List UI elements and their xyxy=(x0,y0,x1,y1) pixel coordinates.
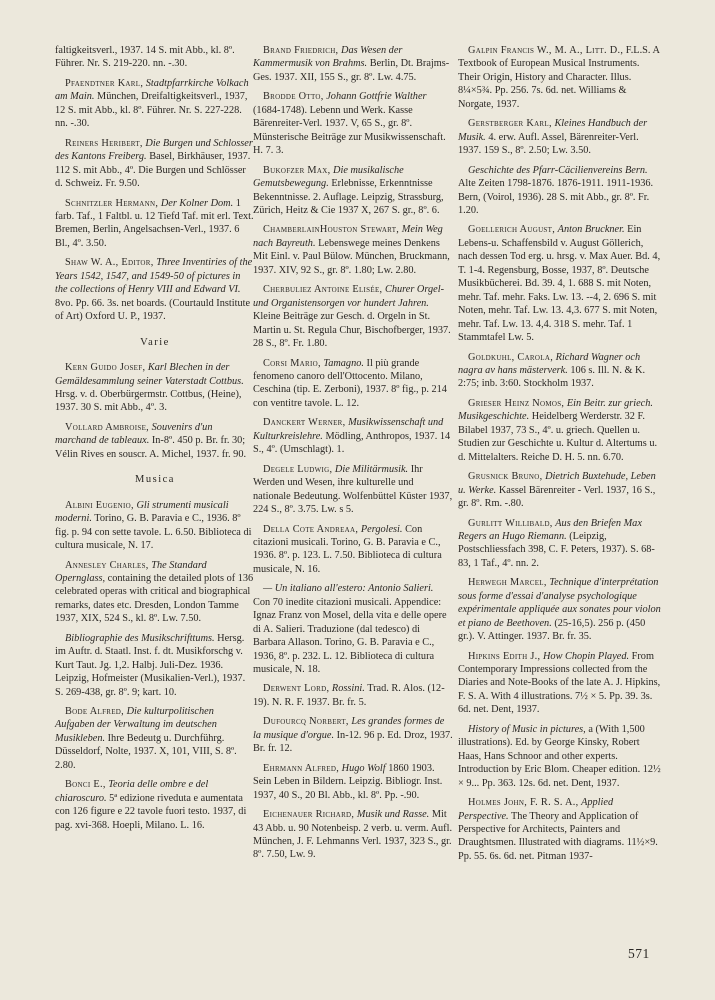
entry-title: Die kulturpolitischen Aufgaben der Verwaltung im deutschen Musikleben. xyxy=(55,706,217,744)
entry-author: Galpin Francis W., M. A., Litt. D., xyxy=(468,45,624,56)
entry-details: 8vo. Pp. 66. 3s. net boards. (Courtauld Institute of Art) Oxford U. P., 1937. xyxy=(55,297,251,323)
bibliography-entry xyxy=(253,416,453,456)
entry-title: Pergolesi. xyxy=(360,523,403,535)
bibliography-entry xyxy=(55,137,255,191)
entry-details: Ihre Bedeutg u. Durchführg. Düsseldorf, Nolte, 1937. X, 101, VIII, S. 8º. 2.80. xyxy=(55,732,237,771)
entry-title: Kleines Handbuch der Musik. xyxy=(458,118,648,143)
section-heading: Varie xyxy=(140,336,170,348)
entry-title: Musik und Rasse. xyxy=(356,809,430,821)
bibliography-entry xyxy=(458,576,663,643)
entry-details: Trad. R. Alos. (12-19). N. R. F. 1937. Br. fr. 5. xyxy=(253,683,445,708)
entry-details: 1860 1903. Sein Leben in Bildern. Leipzig. Bibliogr. Inst. 1937, 40 S., 20 Bl. Abb., kl. 8º. Pp. -.90. xyxy=(253,762,443,801)
page-number: 571 xyxy=(628,946,650,961)
entry-title: Applied Perspective. xyxy=(458,797,614,822)
bibliography-entry xyxy=(458,723,663,790)
bibliography-entry xyxy=(55,559,255,626)
entry-title: Gli strumenti musicali moderni. xyxy=(55,499,229,525)
entry-text: faltigkeitsverl., 1937. 14 S. mit Abb., kl. 8º. Führer. Nr. S. 219-220. nn. -.30. xyxy=(55,45,235,70)
bibliography-entry xyxy=(253,715,453,755)
entry-title: Richard Wagner och nagra av hans mästerverk. xyxy=(458,351,641,376)
entry-details: Basel, Birkhäuser, 1937. 112 S. mit Abb., 4º. Die Burgen und Schlösser d. Schweiz. Fr. 9.50. xyxy=(55,151,251,190)
entry-details: Alte Zeiten 1798-1876. 1876-1911. 1911-1936. Bern, (Voirol, 1936). 28 S. mit Abb., gr. 8º. Fr. 1.20. xyxy=(458,178,654,216)
bibliography-entry xyxy=(253,90,453,157)
bibliography-entry xyxy=(458,164,663,218)
bibliography-entry xyxy=(253,523,453,577)
entry-title: Die Militärmusik. xyxy=(334,463,409,475)
entry-author: Gurlitt Willibald, xyxy=(468,517,553,529)
bibliography-entry xyxy=(55,361,255,415)
entry-details: Lebenswege meines Denkens Mit Einl. v. Paul Bülow. München, Bruckmann, 1937. XIV, 92 S., gr. 8º. 1.80; Lw. 2.80. xyxy=(253,237,450,276)
entry-details: containing the detailed plots of 136 celebrated operas with critical and biographical remarks, dates etc. Dresden, London Tamme 1937, XIX, 524 S., kl. 8º. Lw. 7.50. xyxy=(55,572,254,625)
entry-title: Tamagno. xyxy=(323,357,364,369)
bibliography-entry xyxy=(55,632,255,699)
bibliography-entry xyxy=(55,77,255,131)
entry-details: Hrsg. v. d. Oberbürgermstr. Cottbus, (Heine), 1937. 30 S. mit Abb., 4º. 3. xyxy=(55,388,242,414)
entry-details: In-8º. 450 p. Br. fr. 30; Vélin Rives en souscr. A. Michel, 1937. fr. 90. xyxy=(55,435,247,460)
entry-author: Derwent Lord, xyxy=(263,683,330,695)
entry-author: Brand Friedrich, xyxy=(263,45,339,56)
entry-title: How Chopin Played. xyxy=(542,650,630,662)
entry-title: Les grandes formes de la musique d'orgue. xyxy=(253,716,445,741)
bibliography-entry xyxy=(253,762,453,802)
bibliography-entry xyxy=(253,808,453,862)
entry-details: 106 s. Ill. N. & K. 2:75; inb. 3:60. Stockholm 1937. xyxy=(458,364,646,390)
entry-details: a (With 1,500 illustrations). Ed. by George Kinsky, Robert Haas, Hans Schnoor and other experts. Introduction by Eric Blom. Cheaper edition. 12½ × 9... Pp. 363. 12s. 6d. net. Dent, 1937. xyxy=(458,723,661,789)
entry-title: Der Kolner Dom. xyxy=(160,197,234,209)
entry-author: Brodde Otto, xyxy=(263,91,324,103)
bibliography-entry xyxy=(55,421,255,461)
entry-author: Degele Ludwig, xyxy=(263,463,333,475)
entry-details: 4. erw. Aufl. Assel, Bärenreiter-Verl. 1937. 159 S., 8º. 2.50; Lw. 3.50. xyxy=(458,131,639,157)
entry-author: Reiners Heribert, xyxy=(65,137,143,149)
entry-details: Mödling, Anthropos, 1937. 14 S., 4º. (Umschlagt). 1. xyxy=(253,430,451,456)
entry-author: Kern Guido Josef, xyxy=(65,362,146,374)
entry-details: Erlebnisse, Erkenntnisse Bekenntnisse. 2. Auflage. Leipzig, Strassburg, Zürich, Heitz & Cie 1937 X, 267 S. gr., 8º. 6. xyxy=(253,178,444,216)
bibliography-entry xyxy=(458,796,663,863)
entry-author: Gerstberger Karl, xyxy=(468,118,552,130)
entry-title: Mein Weg nach Bayreuth. xyxy=(253,224,443,249)
entry-details: Berlin, Dt. Brajms-Ges. 1937. XII, 155 S., gr. 8º. Lw. 4.75. xyxy=(253,58,450,83)
entry-author: Schnitzler Hermann, xyxy=(65,197,159,209)
entry-title: The Standard Opernglass, xyxy=(55,559,207,584)
bibliography-entry xyxy=(253,223,453,277)
entry-details: Kleine Beiträge zur Gesch. d. Orgeln in St. Martin u. St. Regula Chur, Bischofberger, 1937. 28 S., 8º. Fr. 1.80. xyxy=(253,311,451,350)
bibliography-entry xyxy=(55,197,255,251)
bibliography-entry xyxy=(55,705,255,772)
entry-details: (25-16,5). 256 p. (450 gr.). V. Attinger. 1937. Br. fr. 35. xyxy=(458,617,646,643)
entry-author: Grieser Heinz Nomos, xyxy=(468,397,565,409)
column-2 xyxy=(253,44,453,868)
entry-details: Il più grande fenomeno canoro dell'Ottocento. Milano, Ceschina (tip. E. Zerboni), 1937. 8º fig., p. 214 con ventitre tavole. L. 12. xyxy=(253,357,447,409)
entry-details: Mit 43 Abb. u. 90 Notenbeisp. 2 verb. u. verm. Aufl. München, J. F. Lehmanns Verl. 1937, 323 S., gr. 8º. 7.50, Lw. 9. xyxy=(253,809,453,861)
bibliography-entry xyxy=(253,582,453,676)
entry-author: Pfaendtner Karl, xyxy=(65,77,144,89)
entry-author: Shaw W. A., Editor, xyxy=(65,257,154,269)
entry-author: Annesley Charles, xyxy=(65,559,149,571)
column-1 xyxy=(55,44,255,838)
bibliography-entry xyxy=(458,397,663,464)
bibliography-entry xyxy=(458,351,663,391)
entry-title: Die musikalische Gemutsbewegung. xyxy=(253,164,404,190)
bibliography-entry xyxy=(458,44,663,111)
entry-title: Dietrich Buxtehude, Leben u. Werke. xyxy=(458,471,656,496)
entry-author: Eichenauer Richard, xyxy=(263,809,355,821)
entry-author: Ehrmann Alfred, xyxy=(263,762,340,774)
entry-details: (Leipzig, Postschliessfach 398, C. F. Peters, 1937). S. 68-83, 1 Taf., 4º. nn. 2. xyxy=(458,530,655,569)
entry-title: Geschichte des Pfarr-Cäcilienvereins Bern. xyxy=(468,164,648,176)
bibliography-entry xyxy=(55,778,255,832)
entry-details: The Theory and Application of Perspective for Architects, Painters and Draughtsmen. Illustrated with diagrams. 11½×9. Pp. 55. 6s. 6d. net. Pitman 1937- xyxy=(458,810,658,862)
bibliography-entry xyxy=(458,650,663,717)
entry-author: Corsi Mario, xyxy=(263,357,321,369)
entry-title: Technique d'interprétation sous forme d'essai d'analyse psychologique expérimentale appliquée aux sonates pour violon et piano de Beethoven. xyxy=(458,577,661,629)
entry-details: 1 farb. Taf., 1 Faltbl. u. 12 Tiefd Taf. mit erl. Text. Bremen, Berlin, Angelsachsen-Verl., 1937. 6 Bl., 4º. 3.50. xyxy=(55,197,254,249)
entry-title: Bibliographie des Musikschrifttums. xyxy=(65,632,215,644)
entry-title: Stadtpfarrkirche Volkach am Main. xyxy=(55,77,249,103)
entry-title: Anton Bruckner. xyxy=(557,224,625,236)
entry-details: In-12. 96 p. Ed. Droz, 1937. Br. fr. 12. xyxy=(253,729,453,755)
column-3 xyxy=(458,44,663,869)
entry-title: — Un italiano all'estero: Antonio Salieri. xyxy=(263,583,434,595)
entry-author: Grusnick Bruno, xyxy=(468,471,543,483)
entry-details: From Contemporary Impressions collected from the Diaries and Note-Books of the late A. J. Hipkins, F. S. A. With 4 illustrations. 7½ × 5. Pp. 39. 3s. 6d. net. Dent, 1937. xyxy=(458,650,661,716)
entry-title: Ein Beitr. zur griech. Musikgeschichte. xyxy=(458,397,653,423)
entry-details: F.L.S. A Textbook of European Musical Instruments. Their Origin, History and Character. Illus. 8¼×5¾. Pp. 256. 7s. 6d. net. Williams & Norgate, 1937. xyxy=(458,45,660,110)
entry-details: Kassel Bärenreiter - Verl. 1937, 16 S., gr. 8º. Rm. -.80. xyxy=(458,484,656,510)
entry-details: Heidelberg Werderstr. 32 F. Bilabel 1937, 73 S., 4º. u. griech. Quellen u. Studien zur Geschichte u. Kultur d. Altertums u. d. Mittelalters. Reiche D. H. 5. nn. 6.70. xyxy=(458,411,658,463)
entry-author: Della Cote Andreaa, xyxy=(263,523,359,535)
entry-author: Goldkuhl, Carola, xyxy=(468,351,554,363)
section-heading: Musica xyxy=(135,474,175,486)
entry-details: München, Dreifaltigkeitsverl., 1937, 12 S. mit Abb., kl. 8º. Führer. Nr. S. 227-228. nn. -.30. xyxy=(55,91,248,130)
entry-author: Herwegh Marcel, xyxy=(468,577,547,589)
entry-title: Karl Blechen in der Gemäldesammlung seiner Vaterstadt Cottbus. xyxy=(55,362,244,387)
entry-title: History of Music in pictures, xyxy=(468,723,586,735)
entry-title: Souvenirs d'un marchand de tableaux. xyxy=(55,421,213,447)
entry-title: Johann Gottfrie Walther xyxy=(326,91,427,103)
entry-details: Hersg. im Auftr. d. Staatl. Inst. f. dt. Musikforschg v. Kurt Taut. Jg. 1,2. Halbj. Juli-Dez. 1936. Leipzig, Hofmeister (Musikalien-Verl.), 1937. S. 269-438, gr. 8º. 9; kart. 10. xyxy=(55,632,246,698)
entry-author: Albini Eugenio, xyxy=(65,499,134,511)
entry-title: Rossini. xyxy=(331,683,365,695)
entry-details: Ein Lebens-u. Schaffensbild v. August Göllerich, nach dessen Tod erg. u. hrsg. v. Max Auer. Bd. 4, T. 1-4. Regensburg, Bosse, 1937, 8º. Deutsche Musikbücherei. Bd. 39. 4, 1. 688 S. mit Noten, mehr. Taf. mehr. Faks. Lw. 13. --4, 2. 696 S. mit Noten, mehr. Taf. Lw. 13. 4,3. 677 S. mit Noten, mehr. Taf. Lw. 13. 4,4. 318 S. mehr. Taf. 1 Stammtafel Lw. 5. xyxy=(458,224,661,344)
entry-author: Bukofzer Max, xyxy=(263,164,331,176)
entry-title: Die Burgen und Schlosser des Kantons Freiberg. xyxy=(55,137,253,163)
entry-author: Bode Alfred, xyxy=(65,706,125,718)
bibliography-entry xyxy=(458,117,663,157)
entry-author: Cherbuliez Antoine Elisée, xyxy=(263,284,383,296)
bibliography-entry xyxy=(458,517,663,571)
entry-title: Three Inventiries of the Years 1542, 1547, and 1549-50 of pictures in the collections of Henry VIII and Edward VI. xyxy=(55,257,253,296)
bibliography-entry xyxy=(458,223,663,344)
bibliography-entry xyxy=(253,44,453,84)
entry-author: Dufourcq Norbert, xyxy=(263,716,349,728)
entry-author: ChamberlainHouston Stewart, xyxy=(263,224,400,236)
entry-title: Aus den Briefen Max Regers an Hugo Riemann. xyxy=(458,517,642,542)
bibliography-entry xyxy=(253,283,453,350)
entry-title: Das Wesen der Kammermusik von Brahms. xyxy=(253,45,403,70)
bibliography-entry xyxy=(55,44,255,71)
entry-author: Vollard Ambroise, xyxy=(65,421,150,433)
entry-details: Ihr Werden und Wesen, ihre kulturelle und nationale Bedeutung. Wolfenbüttel Küster 1937, 224 S., 8º. 3.75. Lw. s 5. xyxy=(253,463,453,516)
bibliography-entry xyxy=(253,682,453,709)
entry-author: Goellerich August, xyxy=(468,224,556,236)
entry-title: Musikwissenschaft und Kulturkreislehre. xyxy=(253,417,444,442)
entry-details: Torino, G. B. Paravia e C., 1936. 8º fig. p. 94 con sette tavole. L. 6.50. Biblioteca di cultura musicale, N. 17. xyxy=(55,513,252,552)
entry-details: (1684-1748). Lebenn und Werk. Kasse Bärenreiter-Verl. 1937. V, 65 S., gr. 8º. Münsterische Beiträge zur Musikwissenschaft. H. 7. 3. xyxy=(253,104,446,157)
bibliography-entry xyxy=(253,357,453,411)
entry-author: Danckert Werner, xyxy=(263,417,346,429)
bibliography-entry xyxy=(55,499,255,553)
entry-author: Hipkins Edith J., xyxy=(468,650,541,662)
entry-title: Teoria delle ombre e del chiaroscuro. xyxy=(55,779,209,804)
bibliography-entry xyxy=(55,256,255,323)
entry-author: Bonci E., xyxy=(65,779,106,791)
entry-title: Churer Orgel-und Organistensorgen vor hundert Jahren. xyxy=(253,284,444,309)
bibliography-entry xyxy=(253,164,453,218)
entry-details: 5ª edizione riveduta e aumentata con 126 figure e 22 tavole fuori testo. 1937, di pag. xvi-368. Hoepli, Milano. L. 16. xyxy=(55,792,247,831)
entry-details: Con 70 inedite citazioni musicali. Appendice: Ignaz Franz von Mosel, della vita e delle opere di A. Salieri. Traduzione (dal tedesco) di Barbara Allason. Torino, G. B. Paravia e C., 1936, 8º. p. 232. L. 12. Biblioteca di cultura musicale, N. 18. xyxy=(253,596,447,676)
entry-author: Holmes John, F. R. S. A., xyxy=(468,797,579,809)
bibliography-entry xyxy=(458,470,663,510)
bibliography-entry xyxy=(253,463,453,517)
entry-details: Con citazioni musicali. Torino, G. B. Paravia e C., 1936. 8º. p. 123. L. 7.50. Biblioteca di cultura musicale, N. 16. xyxy=(253,523,442,575)
entry-title: Hugo Wolf xyxy=(341,762,386,774)
